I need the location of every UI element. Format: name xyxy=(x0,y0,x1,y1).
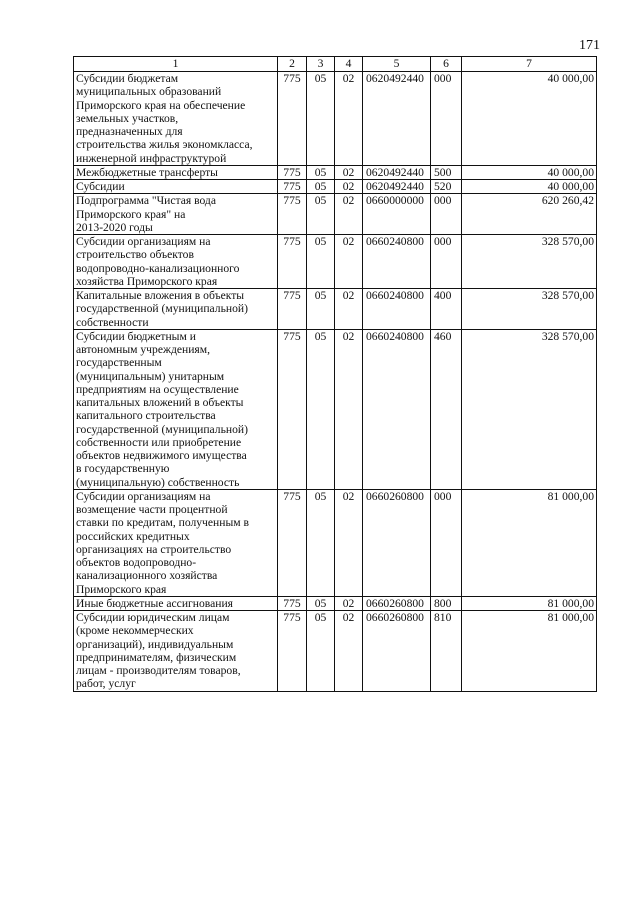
row-name-cell: Субсидии бюджетам муниципальных образований Приморского края на обеспечение земельных участков, предназначенных для строительства жилья экономкласса, инженерной инфраструктурой xyxy=(74,72,278,166)
section-code-cell: 05 xyxy=(307,180,335,194)
target-article-cell: 0660240800 xyxy=(363,289,431,330)
admin-code-cell: 775 xyxy=(278,194,307,235)
target-article-cell: 0620492440 xyxy=(363,180,431,194)
amount-cell: 40 000,00 xyxy=(462,180,597,194)
table-row xyxy=(74,194,597,235)
expense-type-cell: 460 xyxy=(431,329,462,489)
table-row xyxy=(74,596,597,610)
table-row xyxy=(74,489,597,596)
expense-type-cell: 800 xyxy=(431,596,462,610)
row-name-cell: Иные бюджетные ассигнования xyxy=(74,596,278,610)
admin-code-cell: 775 xyxy=(278,289,307,330)
table-row xyxy=(74,289,597,330)
section-code-cell: 05 xyxy=(307,289,335,330)
target-article-cell: 0660240800 xyxy=(363,329,431,489)
amount-cell: 40 000,00 xyxy=(462,72,597,166)
section-code-cell: 05 xyxy=(307,489,335,596)
subsection-code-cell: 02 xyxy=(335,72,363,166)
expense-type-cell: 500 xyxy=(431,165,462,179)
subsection-code-cell: 02 xyxy=(335,611,363,692)
target-article-cell: 0660240800 xyxy=(363,235,431,289)
expense-type-cell: 000 xyxy=(431,72,462,166)
subsection-code-cell: 02 xyxy=(335,165,363,179)
subsection-code-cell: 02 xyxy=(335,289,363,330)
row-name-cell: Межбюджетные трансферты xyxy=(74,165,278,179)
row-name-cell: Субсидии юридическим лицам (кроме некоммерческих организаций), индивидуальным предпринимателям, физическим лицам - производителям товаров, работ, услуг xyxy=(74,611,278,692)
target-article-cell: 0660260800 xyxy=(363,489,431,596)
column-header: 7 xyxy=(462,57,597,72)
admin-code-cell: 775 xyxy=(278,165,307,179)
target-article-cell: 0620492440 xyxy=(363,72,431,166)
section-code-cell: 05 xyxy=(307,194,335,235)
section-code-cell: 05 xyxy=(307,611,335,692)
admin-code-cell: 775 xyxy=(278,235,307,289)
section-code-cell: 05 xyxy=(307,235,335,289)
amount-cell: 81 000,00 xyxy=(462,611,597,692)
amount-cell: 40 000,00 xyxy=(462,165,597,179)
admin-code-cell: 775 xyxy=(278,329,307,489)
page-number: 171 xyxy=(579,38,600,53)
row-name-cell: Субсидии xyxy=(74,180,278,194)
expense-type-cell: 400 xyxy=(431,289,462,330)
column-header: 6 xyxy=(431,57,462,72)
table-body xyxy=(74,72,597,692)
amount-cell: 620 260,42 xyxy=(462,194,597,235)
column-header: 3 xyxy=(307,57,335,72)
subsection-code-cell: 02 xyxy=(335,489,363,596)
target-article-cell: 0660260800 xyxy=(363,611,431,692)
amount-cell: 328 570,00 xyxy=(462,289,597,330)
target-article-cell: 0660000000 xyxy=(363,194,431,235)
row-name-cell: Подпрограмма "Чистая вода Приморского края" на 2013-2020 годы xyxy=(74,194,278,235)
subsection-code-cell: 02 xyxy=(335,329,363,489)
column-header: 2 xyxy=(278,57,307,72)
section-code-cell: 05 xyxy=(307,329,335,489)
subsection-code-cell: 02 xyxy=(335,596,363,610)
amount-cell: 81 000,00 xyxy=(462,596,597,610)
subsection-code-cell: 02 xyxy=(335,235,363,289)
table-row xyxy=(74,235,597,289)
amount-cell: 328 570,00 xyxy=(462,329,597,489)
section-code-cell: 05 xyxy=(307,72,335,166)
amount-cell: 328 570,00 xyxy=(462,235,597,289)
header-row xyxy=(74,57,597,72)
budget-table xyxy=(73,56,597,692)
admin-code-cell: 775 xyxy=(278,489,307,596)
admin-code-cell: 775 xyxy=(278,180,307,194)
column-header: 1 xyxy=(74,57,278,72)
expense-type-cell: 000 xyxy=(431,489,462,596)
row-name-cell: Субсидии организациям на возмещение части процентной ставки по кредитам, полученным в российских кредитных организациях на строительство объектов водопроводно- канализационного хозяйства Приморского края xyxy=(74,489,278,596)
section-code-cell: 05 xyxy=(307,165,335,179)
column-header: 4 xyxy=(335,57,363,72)
table-row xyxy=(74,72,597,166)
admin-code-cell: 775 xyxy=(278,72,307,166)
row-name-cell: Субсидии организациям на строительство объектов водопроводно-канализационного хозяйства Приморского края xyxy=(74,235,278,289)
table-row xyxy=(74,180,597,194)
column-header: 5 xyxy=(363,57,431,72)
admin-code-cell: 775 xyxy=(278,611,307,692)
table-row xyxy=(74,165,597,179)
row-name-cell: Субсидии бюджетным и автономным учреждениям, государственным (муниципальным) унитарным предприятиям на осуществление капитальных вложений в объекты капитального строительства государственной (муниципальной) собственности или приобретение объектов недвижимого имущества в государственную (муниципальную) собственность xyxy=(74,329,278,489)
row-name-cell: Капитальные вложения в объекты государственной (муниципальной) собственности xyxy=(74,289,278,330)
admin-code-cell: 775 xyxy=(278,596,307,610)
expense-type-cell: 520 xyxy=(431,180,462,194)
amount-cell: 81 000,00 xyxy=(462,489,597,596)
target-article-cell: 0620492440 xyxy=(363,165,431,179)
target-article-cell: 0660260800 xyxy=(363,596,431,610)
expense-type-cell: 000 xyxy=(431,194,462,235)
table-row xyxy=(74,611,597,692)
expense-type-cell: 810 xyxy=(431,611,462,692)
subsection-code-cell: 02 xyxy=(335,180,363,194)
section-code-cell: 05 xyxy=(307,596,335,610)
subsection-code-cell: 02 xyxy=(335,194,363,235)
table-row xyxy=(74,329,597,489)
expense-type-cell: 000 xyxy=(431,235,462,289)
